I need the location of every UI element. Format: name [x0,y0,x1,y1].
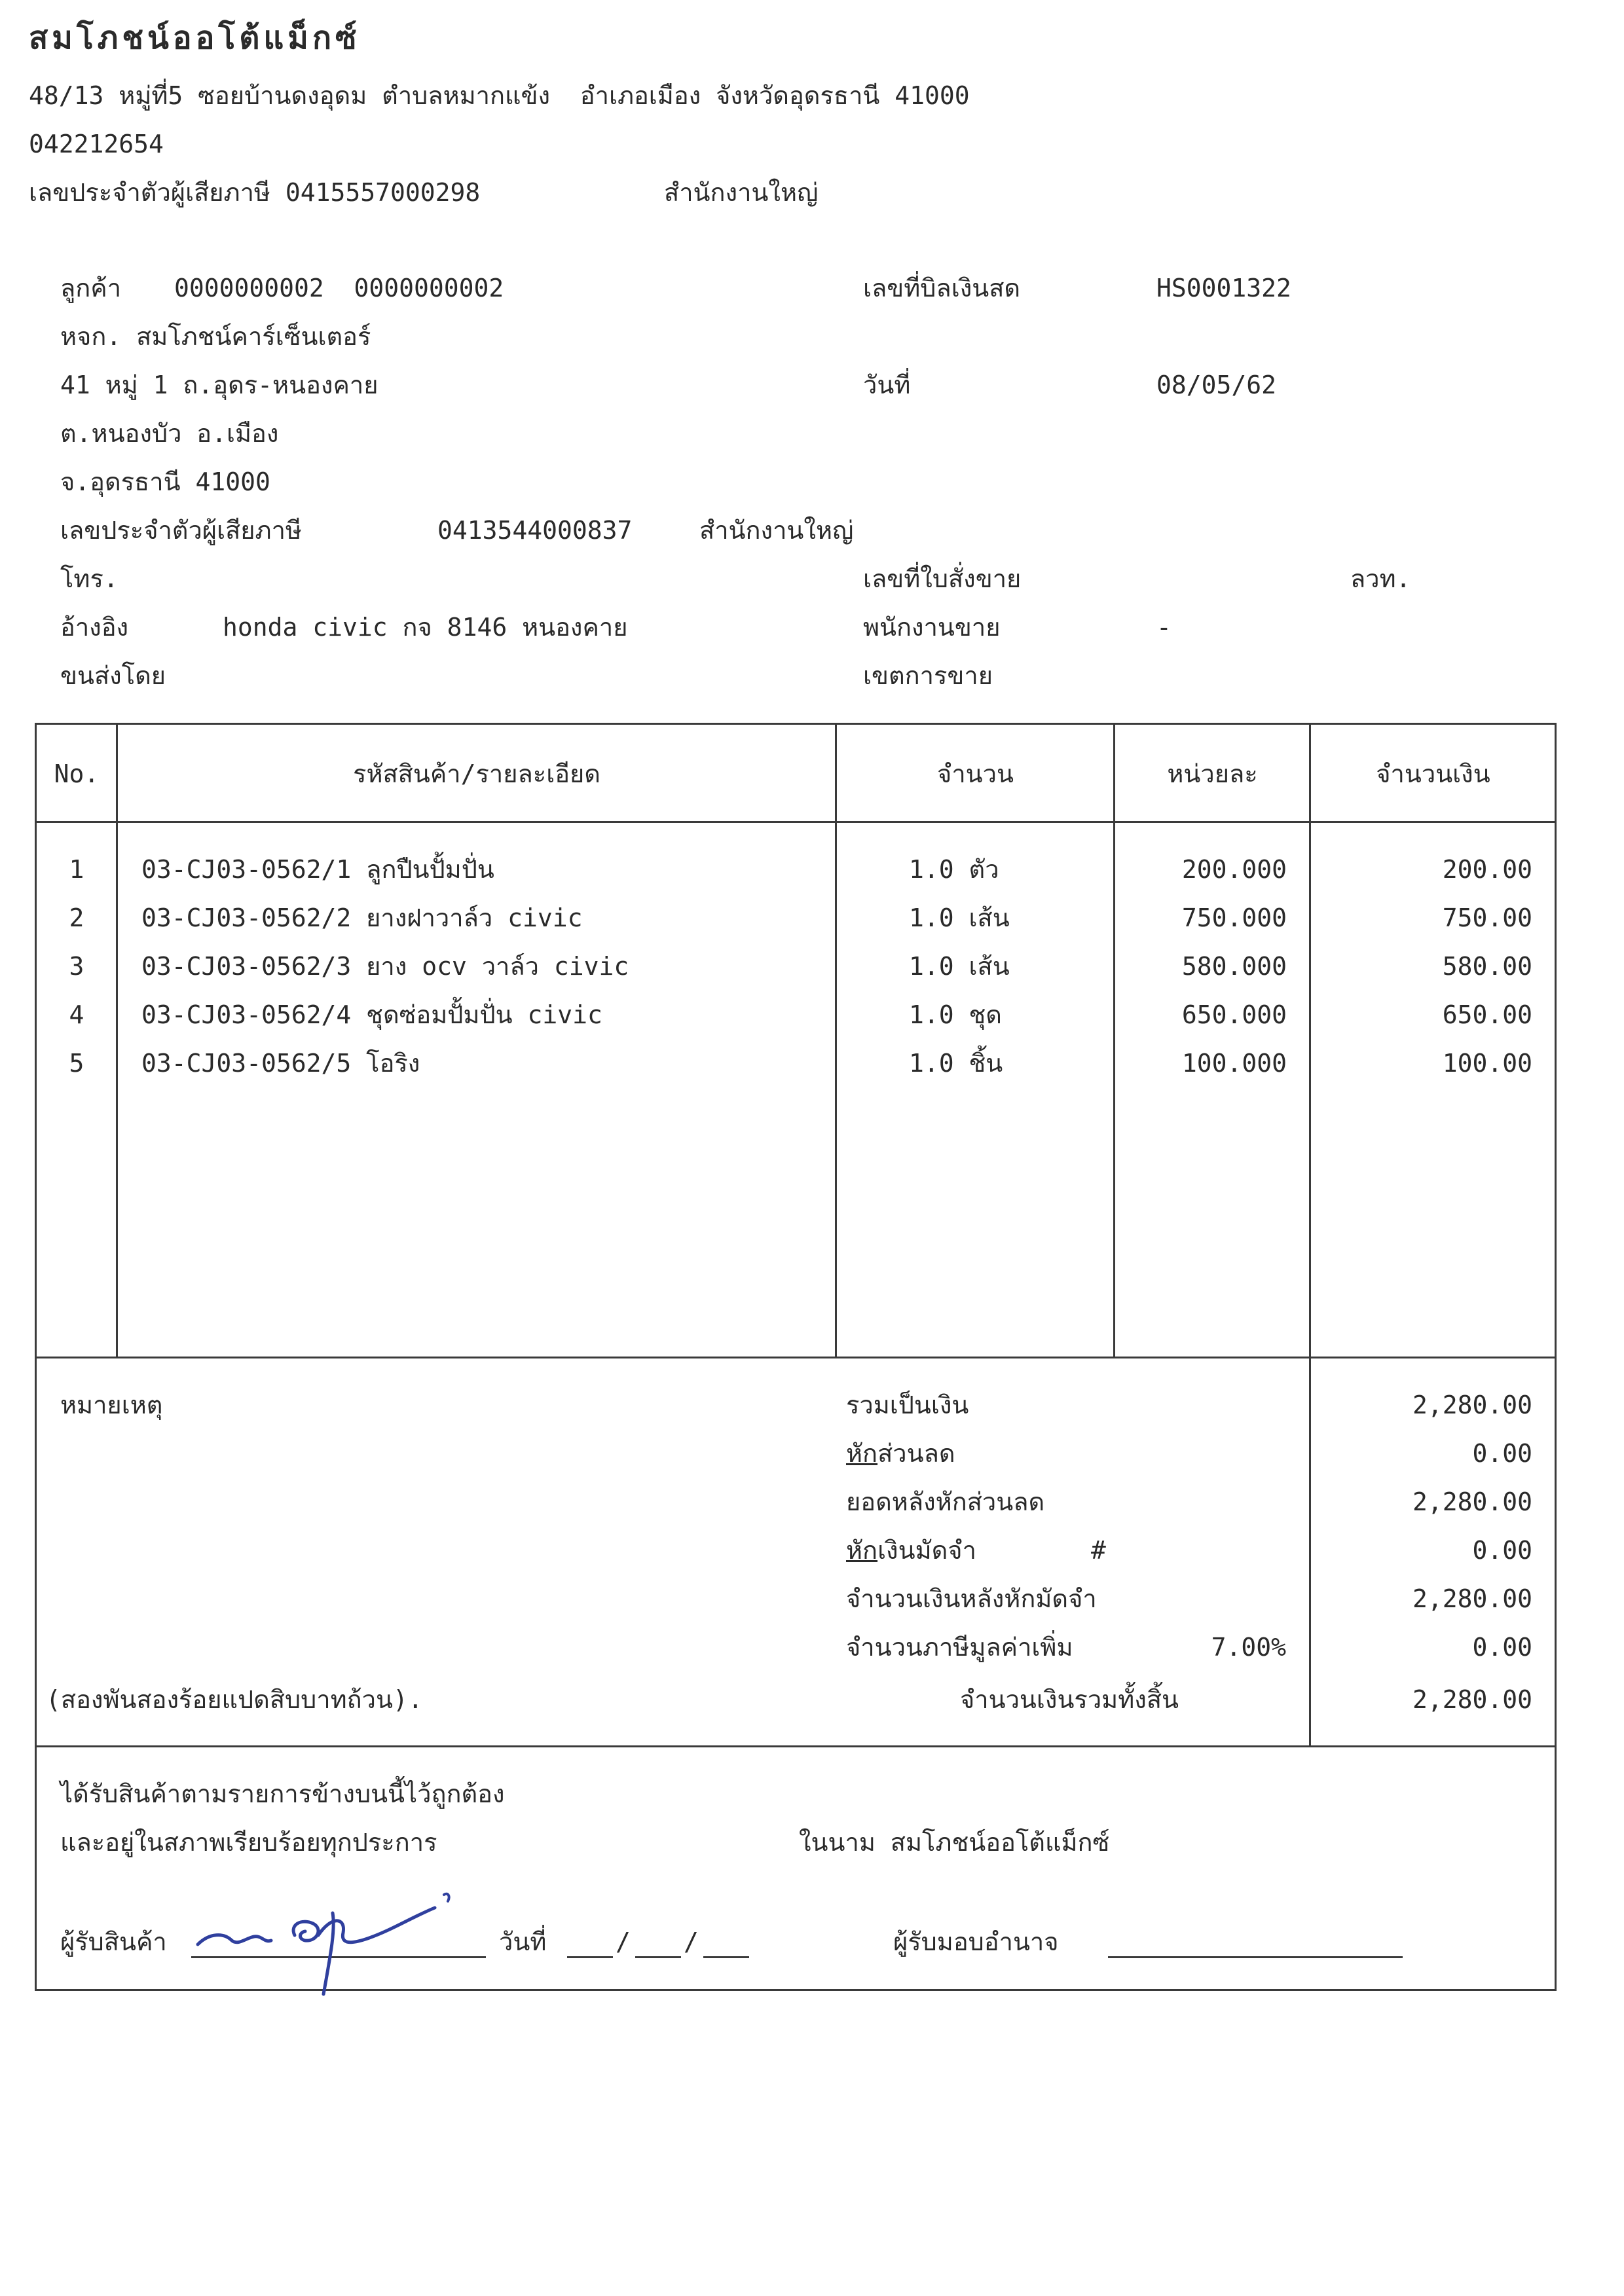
row-unit-price: 580.000 [1181,952,1287,981]
row-quantity: 1.0 ชุด [909,1000,1002,1029]
deposit-prefix: หัก [846,1536,878,1565]
table-header-divider [35,821,1557,823]
order-suffix: ลวท. [1350,564,1411,593]
customer-name: หจก. สมโภชน์คาร์เซ็นเตอร์ [60,322,371,351]
bill-date: 08/05/62 [1156,371,1277,399]
discount-label [846,1439,955,1468]
row-unit-price: 650.000 [1181,1000,1287,1029]
deposit-label [846,1536,976,1565]
receive-date-month-line [635,1956,681,1958]
row-unit-price: 100.000 [1181,1049,1287,1078]
on-behalf-text: ในนาม สมโภชน์ออโต้แม็กซ์ [799,1828,1110,1857]
row-amount: 100.00 [1442,1049,1532,1078]
grand-total-label: จำนวนเงินรวมทั้งสิ้น [960,1685,1179,1714]
bill-no: HS0001322 [1156,274,1291,302]
authorized-signature-line [1108,1956,1403,1958]
customer-phone-label: โทร. [60,564,119,593]
row-quantity: 1.0 เส้น [909,903,1010,932]
row-no: 2 [69,903,84,932]
vat-rate: 7.00% [1211,1633,1286,1662]
row-description: 03-CJ03-0562/4 ชุดซ่อมปั้มปั่น civic [141,1000,602,1029]
after-deposit-label: จำนวนเงินหลังหักมัดจำ [846,1584,1097,1613]
table-right-border [1555,723,1557,1991]
vat-value: 0.00 [1472,1633,1532,1662]
vat-label: จำนวนภาษีมูลค่าเพิ่ม [846,1633,1073,1662]
row-no: 3 [69,952,84,981]
received-statement-2: และอยู่ในสภาพเรียบร้อยทุกประการ [60,1828,437,1857]
row-unit-price: 750.000 [1181,903,1287,932]
header-amount: จำนวนเงิน [1376,759,1490,788]
after-deposit-value: 2,280.00 [1412,1584,1532,1613]
row-description: 03-CJ03-0562/5 โอริง [141,1049,420,1078]
subtotal-value: 2,280.00 [1412,1391,1532,1419]
company-branch: สำนักงานใหญ่ [664,178,819,207]
header-no: No. [54,759,100,788]
row-amount: 650.00 [1442,1000,1532,1029]
subtotal-label: รวมเป็นเงิน [846,1391,969,1419]
total-in-words: (สองพันสองร้อยแปดสิบบาทถ้วน). [46,1685,423,1714]
receive-date-year-line [703,1956,749,1958]
col-divider-desc [835,723,837,1358]
authorized-label: ผู้รับมอบอำนาจ [893,1927,1059,1956]
customer-tax-id: 0413544000837 [437,516,633,545]
bill-no-label: เลขที่บิลเงินสด [863,274,1021,302]
row-no: 1 [69,855,84,884]
col-divider-qty [1113,723,1115,1358]
received-statement-1: ได้รับสินค้าตามรายการข้างบนนี้ไว้ถูกต้อง [60,1779,505,1808]
receive-date-day-line [567,1956,613,1958]
after-discount-label: ยอดหลังหักส่วนลด [846,1487,1045,1516]
bill-date-label: วันที่ [863,371,911,399]
header-description: รหัสสินค้า/รายละเอียด [353,759,600,788]
summary-bottom [35,1745,1557,1747]
customer-address-2: ต.หนองบัว อ.เมือง [60,419,279,448]
remark-label: หมายเหตุ [60,1391,163,1419]
company-address: 48/13 หมู่ที่5 ซอยบ้านดงอุดม ตำบลหมากแข้ง อำเภอเมือง จังหวัดอุดรธานี 41000 [29,81,970,110]
customer-address-1: 41 หมู่ 1 ถ.อุดร-หนองคาย [60,371,378,399]
customer-branch: สำนักงานใหญ่ [699,516,854,545]
sales-area-label: เขตการขาย [863,661,993,690]
row-amount: 750.00 [1442,903,1532,932]
header-quantity: จำนวน [937,759,1014,788]
row-quantity: 1.0 เส้น [909,952,1010,981]
receive-date-label: วันที่ [499,1927,547,1956]
customer-tax-label: เลขประจำตัวผู้เสียภาษี [60,516,302,545]
grand-total-value: 2,280.00 [1412,1685,1532,1714]
col-divider-no [116,723,118,1358]
table-body-bottom [35,1357,1557,1358]
row-amount: 580.00 [1442,952,1532,981]
salesperson-value: - [1156,613,1172,642]
company-tax-id: เลขประจำตัวผู้เสียภาษี 0415557000298 [29,178,481,207]
deposit-hash: # [1091,1536,1106,1565]
customer-label: ลูกค้า [60,274,122,302]
after-discount-value: 2,280.00 [1412,1487,1532,1516]
customer-code: 0000000002 0000000002 [174,274,504,302]
salesperson-label: พนักงานขาย [863,613,1001,642]
row-unit-price: 200.000 [1181,855,1287,884]
row-amount: 200.00 [1442,855,1532,884]
row-description: 03-CJ03-0562/2 ยางฝาวาล์ว civic [141,903,583,932]
reference-label: อ้างอิง [60,613,129,642]
row-quantity: 1.0 ชิ้น [909,1049,1003,1078]
row-quantity: 1.0 ตัว [909,855,999,884]
company-phone: 042212654 [29,130,164,158]
order-no-label: เลขที่ใบสั่งขาย [863,564,1022,593]
discount-value: 0.00 [1472,1439,1532,1468]
row-no: 5 [69,1049,84,1078]
shipping-label: ขนส่งโดย [60,661,166,690]
row-description: 03-CJ03-0562/1 ลูกปืนปั้มปั่น [141,855,494,884]
row-description: 03-CJ03-0562/3 ยาง ocv วาล์ว civic [141,952,629,981]
deposit-text: เงินมัดจำ [877,1536,976,1565]
handwritten-signature [183,1872,478,1997]
date-separator: / [616,1927,631,1956]
header-unit-price: หน่วยละ [1167,759,1258,788]
discount-text: ส่วนลด [877,1439,955,1468]
row-no: 4 [69,1000,84,1029]
discount-prefix: หัก [846,1439,878,1468]
company-name: สมโภชน์ออโต้แม็กซ์ [29,20,361,56]
deposit-value: 0.00 [1472,1536,1532,1565]
table-top-border [35,723,1557,725]
receiver-label: ผู้รับสินค้า [60,1927,167,1956]
date-separator: / [684,1927,699,1956]
customer-address-3: จ.อุดรธานี 41000 [60,467,270,496]
reference-value: honda civic กจ 8146 หนองคาย [223,613,628,642]
